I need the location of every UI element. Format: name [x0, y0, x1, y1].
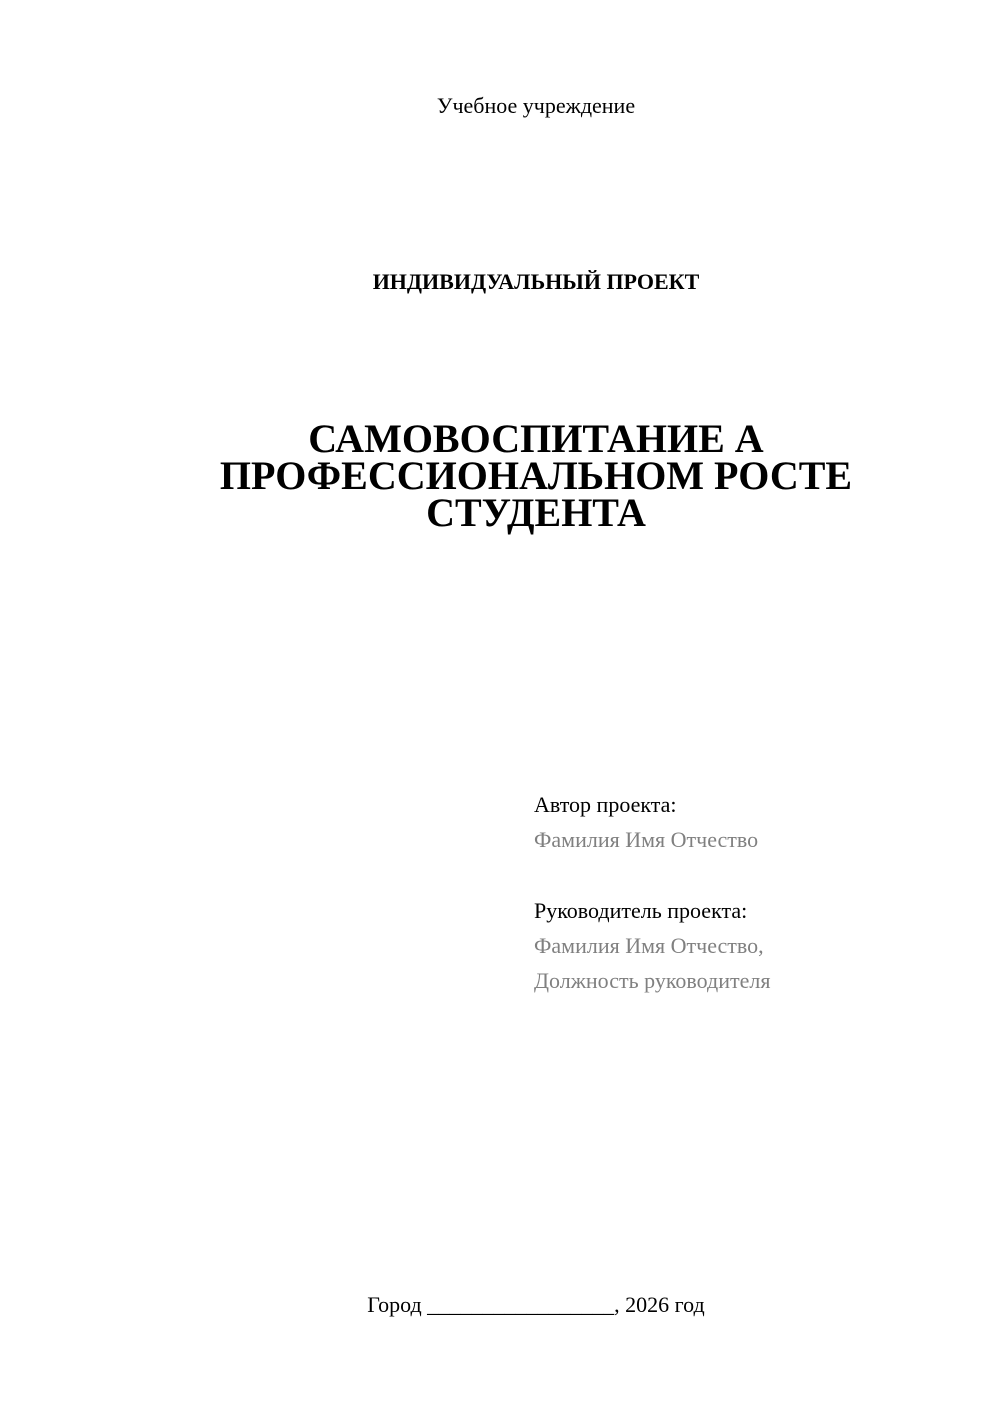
project-title-line: СТУДЕНТА [426, 490, 646, 535]
supervisor-position: Должность руководителя [534, 968, 771, 993]
project-title-line: САМОВОСПИТАНИЕ А [308, 416, 764, 461]
supervisor-block [534, 893, 770, 998]
author-block [534, 787, 758, 857]
supervisor-name: Фамилия Имя Отчество, [534, 933, 764, 958]
project-title [0, 416, 1000, 535]
author-name: Фамилия Имя Отчество [534, 827, 759, 852]
document-type: ИНДИВИДУАЛЬНЫЙ ПРОЕКТ [372, 269, 700, 294]
city-year-line: Город _________________, 2026 год [367, 1292, 705, 1317]
supervisor-label: Руководитель проекта: [534, 898, 748, 923]
author-label: Автор проекта: [534, 792, 677, 817]
institution-name: Учебное учреждение [436, 93, 636, 118]
project-title-line: ПРОФЕССИОНАЛЬНОМ РОСТЕ [219, 453, 853, 498]
